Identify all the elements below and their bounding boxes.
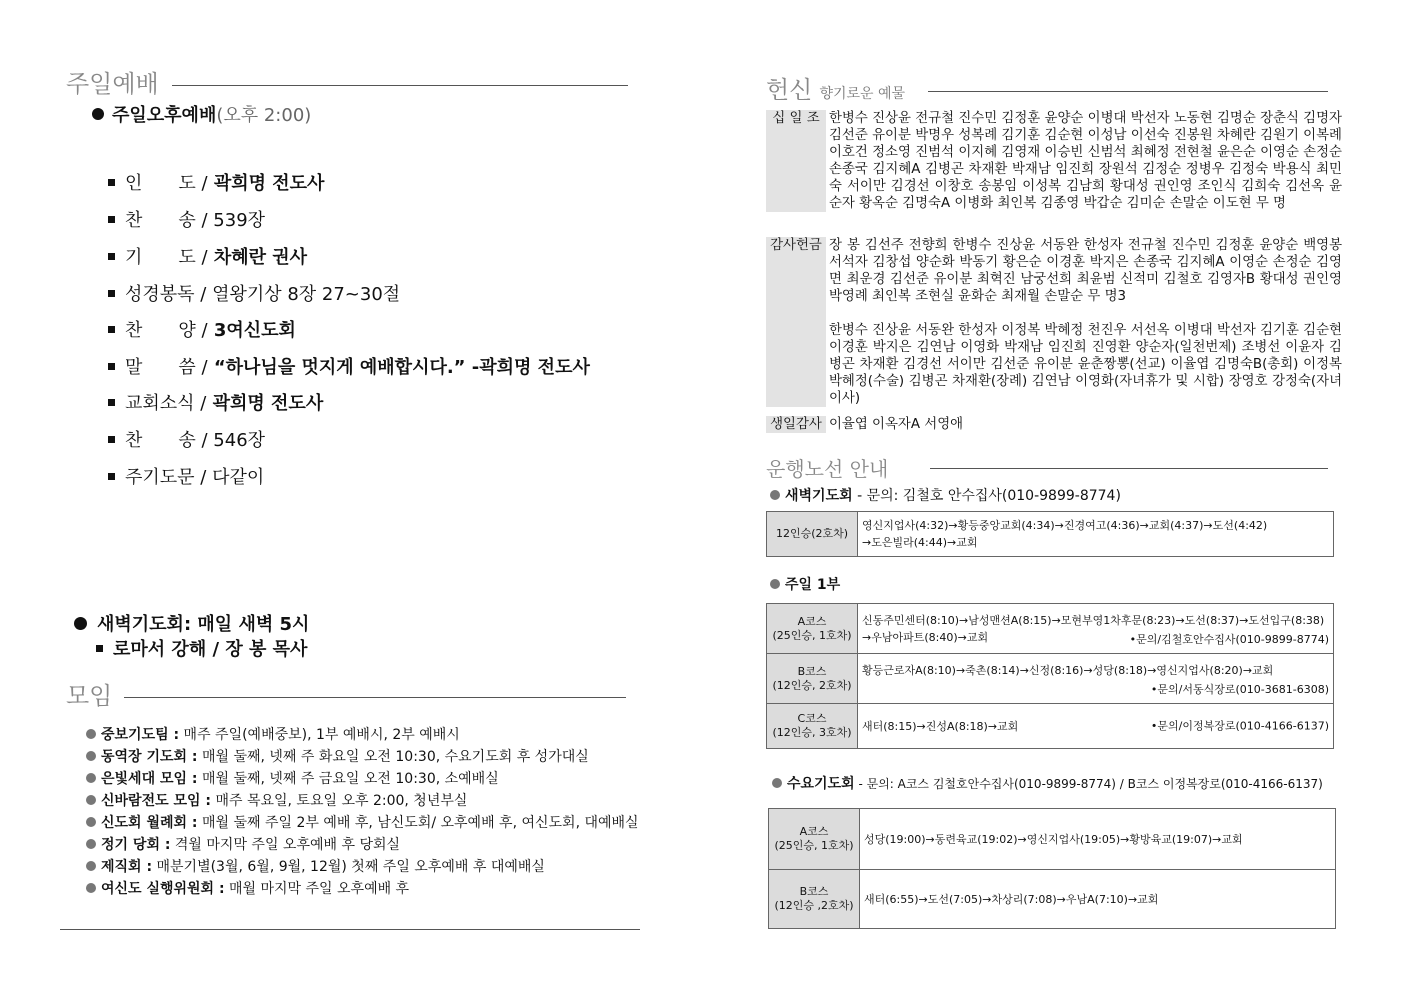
route-vehicle: A코스 (25인승, 1호차) <box>769 809 860 869</box>
meeting-item <box>86 770 499 789</box>
sunday-route-name: 주일 1부 <box>785 577 841 593</box>
route-stops <box>858 512 1333 556</box>
order-label: 성경봉독 / <box>125 284 207 305</box>
service-order-item <box>108 357 590 379</box>
route-line: →도은빌라(4:44)→교회 <box>862 536 978 549</box>
meeting-desc: 매월 둘째 주일 2부 예배 후, 남신도회/ 오후예배 후, 여신도회, 대예배실 <box>197 815 639 831</box>
route-contact: •문의/김철호안수집사(010-9899-8774) <box>1129 633 1329 646</box>
bullet-icon <box>86 795 96 805</box>
meeting-desc: 격월 마지막 주일 오후예배 후 당회실 <box>170 837 401 853</box>
offering-type: 생일감사 <box>766 416 826 433</box>
order-value: 차혜란 권사 <box>207 247 308 268</box>
order-label: 찬 송 / <box>125 210 208 231</box>
bullet-icon <box>86 839 96 849</box>
route-contact: •문의/서동식장로(010-3681-6308) <box>1150 683 1329 696</box>
route-stops <box>858 704 1333 748</box>
bullet-icon <box>92 108 104 120</box>
route-row <box>769 869 1335 928</box>
offering-names: 한병수 진상윤 전규철 진수민 김정훈 윤양순 이병대 박선자 노동현 김명순 장춘식 김명자 김선준 유이분 박명우 성복례 김기훈 김순현 이성남 이선숙 진봉원 차혜란 김원기 이복례 이호건 정소영 진범석 이지혜 김영재 이승빈 신범석 최혜정 전현철 윤은순 이영순 손정순 손종국 김지혜A 김병곤 차재환 박재남 임진희 장원석 김정순 정병우 김정숙 박용식 최민숙 서이만 김경선 이창호 송봉임 이성복 김남희 황대성 권인영 조인식 김희숙 김선옥 윤순자 황옥순 김명숙A 이병화 최인복 김종영 박갑순 김미순 손말순 이도현 무 명 <box>829 111 1342 211</box>
order-label: 찬 양 / <box>125 320 208 341</box>
dawn-route-note: - 문의: 김철호 안수집사(010-9899-8774) <box>852 488 1121 504</box>
square-bullet-icon <box>96 645 103 652</box>
meeting-item <box>86 880 409 899</box>
page-bottom-divider <box>60 929 640 930</box>
route-line: →우남아파트(8:40)→교회 <box>862 630 989 644</box>
route-line: 성당(19:00)→동련육교(19:02)→영신지업사(19:05)→황방육교(19:07)→교회 <box>864 832 1243 846</box>
order-value: 곽희명 전도사 <box>206 393 324 414</box>
square-bullet-icon <box>108 399 115 406</box>
bullet-icon <box>770 490 780 500</box>
dawn-route-name: 새벽기도회 <box>785 488 853 504</box>
service-order-item <box>108 320 296 342</box>
route-stops <box>858 654 1333 703</box>
service-title: 주일오후예배 <box>112 105 217 126</box>
dawn-prayer-sub-text: 로마서 강해 / 장 봉 목사 <box>113 639 308 660</box>
offering-row <box>766 416 1342 433</box>
meeting-desc: 매주 주일(예배중보), 1부 예배시, 2부 예배시 <box>179 727 460 743</box>
meeting-name: 제직회 : <box>101 859 153 875</box>
offering-subtitle: 향기로운 예물 <box>819 86 906 102</box>
route-row <box>767 703 1333 748</box>
wednesday-route-heading <box>772 775 1323 793</box>
order-value: 539장 <box>207 210 266 231</box>
wednesday-route-table <box>768 808 1336 929</box>
dawn-prayer-sub <box>96 639 307 661</box>
bullet-icon <box>770 579 780 589</box>
bullet-icon <box>86 773 96 783</box>
route-contact: •문의/이정복장로(010-4166-6137) <box>1150 719 1329 733</box>
order-value: 546장 <box>207 430 266 451</box>
meeting-desc: 매주 목요일, 토요일 오후 2:00, 청년부실 <box>211 793 468 809</box>
route-line: 영신지업사(4:32)→황등중앙교회(4:34)→진경여고(4:36)→교회(4:37)→도선(4:42) <box>862 519 1268 532</box>
offering-names: 이율엽 이옥자A 서영애 <box>829 417 964 432</box>
route-vehicle: A코스 (25인승, 1호차) <box>767 604 858 653</box>
meeting-item <box>86 748 589 767</box>
order-value: “하나님을 멋지게 예배합시다.” -곽희명 전도사 <box>207 357 590 378</box>
route-vehicle: C코스 (12인승, 3호차) <box>767 704 858 748</box>
route-vehicle: 12인승(2호차) <box>767 512 858 556</box>
route-vehicle: B코스 (12인승 ,2호차) <box>769 870 860 928</box>
square-bullet-icon <box>108 216 115 223</box>
service-order-item <box>108 284 400 306</box>
route-row <box>767 653 1333 703</box>
bullet-icon <box>86 817 96 827</box>
sunday-route-table <box>766 603 1334 749</box>
dawn-route-table <box>766 511 1334 557</box>
bullet-icon <box>74 617 87 630</box>
order-value: 곽희명 전도사 <box>207 173 325 194</box>
section-divider <box>928 91 1328 92</box>
meeting-desc: 매월 마지막 주일 오후예배 후 <box>224 881 410 897</box>
worship-section-title: 주일예배 <box>66 70 159 98</box>
bullet-icon <box>86 729 96 739</box>
service-order-item <box>108 247 307 269</box>
route-row <box>769 809 1335 869</box>
offering-title: 헌신 <box>766 76 813 104</box>
service-order-item <box>108 210 265 232</box>
route-line: 황등근로자A(8:10)→죽촌(8:14)→신정(8:16)→성당(8:18)→영신지업사(8:20)→교회 <box>862 663 1274 677</box>
offering-row <box>766 110 1342 212</box>
route-line: 새터(8:15)→진성A(8:18)→교회 <box>862 719 1019 733</box>
sunday-route-heading <box>770 576 840 594</box>
section-divider <box>124 697 626 698</box>
dawn-prayer-title: 새벽기도회: 매일 새벽 5시 <box>97 614 310 635</box>
meeting-item <box>86 792 467 811</box>
meeting-name: 동역장 기도회 : <box>101 749 198 765</box>
offering-type: 십 일 조 <box>766 110 826 212</box>
square-bullet-icon <box>108 326 115 333</box>
route-line: 신동주민센터(8:10)→남성맨션A(8:15)→모현부영1차후문(8:23)→도선(8:37)→도선입구(8:38) <box>862 613 1325 627</box>
order-label: 말 씀 / <box>125 357 208 378</box>
route-vehicle: B코스 (12인승, 2호차) <box>767 654 858 703</box>
route-stops <box>860 870 1335 928</box>
offering-heading <box>766 70 905 105</box>
square-bullet-icon <box>108 473 115 480</box>
meeting-section-title: 모임 <box>66 682 113 710</box>
route-stops <box>858 604 1333 653</box>
service-heading <box>92 104 311 128</box>
meeting-name: 신도회 월례회 : <box>101 815 198 831</box>
meeting-name: 여신도 실행위원회 : <box>101 881 225 897</box>
meeting-item <box>86 814 639 833</box>
service-order-item <box>108 430 265 452</box>
section-divider <box>172 85 628 86</box>
service-order-item <box>108 467 264 489</box>
route-section-title: 운행노선 안내 <box>766 457 889 481</box>
order-label: 인 도 / <box>125 173 208 194</box>
square-bullet-icon <box>108 290 115 297</box>
dawn-route-heading <box>770 487 1121 505</box>
route-row <box>767 512 1333 556</box>
service-order-item <box>108 393 323 415</box>
meeting-item <box>86 726 460 745</box>
wednesday-route-note: - 문의: A코스 김철호안수집사(010-9899-8774) / B코스 이정복장로(010-4166-6137) <box>854 777 1323 791</box>
service-order-item <box>108 173 324 195</box>
meeting-name: 정기 당회 : <box>101 837 171 853</box>
offering-row <box>766 237 1342 407</box>
bullet-icon <box>86 751 96 761</box>
bullet-icon <box>86 883 96 893</box>
offering-type: 감사헌금 <box>766 237 826 407</box>
meeting-item <box>86 858 545 877</box>
order-value: 3여신도회 <box>207 320 296 341</box>
order-label: 주기도문 / <box>125 467 207 488</box>
square-bullet-icon <box>108 363 115 370</box>
route-stops <box>860 809 1335 869</box>
section-divider <box>930 468 1328 469</box>
wednesday-route-name: 수요기도회 <box>787 776 855 792</box>
square-bullet-icon <box>108 436 115 443</box>
meeting-item <box>86 836 400 855</box>
bullet-icon <box>772 778 782 788</box>
order-label: 교회소식 / <box>125 393 207 414</box>
service-time: (오후 2:00) <box>216 105 312 126</box>
order-value: 다같이 <box>206 467 265 488</box>
meeting-name: 은빛세대 모임 : <box>101 771 198 787</box>
square-bullet-icon <box>108 253 115 260</box>
order-label: 찬 송 / <box>125 430 208 451</box>
offering-names: 장 봉 김선주 전향희 한병수 진상윤 서동완 한성자 전규철 진수민 김정훈 윤양순 백영봉 서석자 김창섭 양순화 박동기 황은순 이경훈 박지은 손종국 김지혜A 이영순 손정순 김영면 최운경 김선준 유이분 최혁진 남궁선희 최윤범 신적미 김철호 김영자B 황대성 권인영 박영례 최인복 조현실 윤화순 최재월 손말순 무 명3 한병수 진상윤 서동완 한성자 이정복 박혜정 천진우 서선옥 이병대 박선자 김기훈 김순현 이경훈 박지은 김연남 이영화 박재남 임진희 진영환 양순자(일천번제) 조병선 이윤자 김병곤 차재환 김경선 서이만 김선준 유이분 윤춘짱뽕(선교) 이율엽 김명숙B(총회) 이정복 박혜정(수술) 김병곤 차재환(장례) 김연남 이영화(자녀휴가 및 시합) 장영호 강정숙(자녀이사) <box>829 238 1342 406</box>
bullet-icon <box>86 861 96 871</box>
meeting-desc: 매월 둘째, 넷째 주 화요일 오전 10:30, 수요기도회 후 성가대실 <box>197 749 589 765</box>
meeting-desc: 매분기별(3월, 6월, 9월, 12월) 첫째 주일 오후예배 후 대예배실 <box>152 859 545 875</box>
route-row <box>767 604 1333 653</box>
dawn-prayer-heading <box>74 614 309 636</box>
meeting-name: 중보기도팀 : <box>101 727 180 743</box>
meeting-name: 신바람전도 모임 : <box>101 793 212 809</box>
square-bullet-icon <box>108 179 115 186</box>
order-value: 열왕기상 8장 27~30절 <box>206 284 401 305</box>
route-line: 새터(6:55)→도선(7:05)→차상리(7:08)→우남A(7:10)→교회 <box>864 892 1159 906</box>
order-label: 기 도 / <box>125 247 208 268</box>
meeting-desc: 매월 둘째, 넷째 주 금요일 오전 10:30, 소예배실 <box>197 771 499 787</box>
